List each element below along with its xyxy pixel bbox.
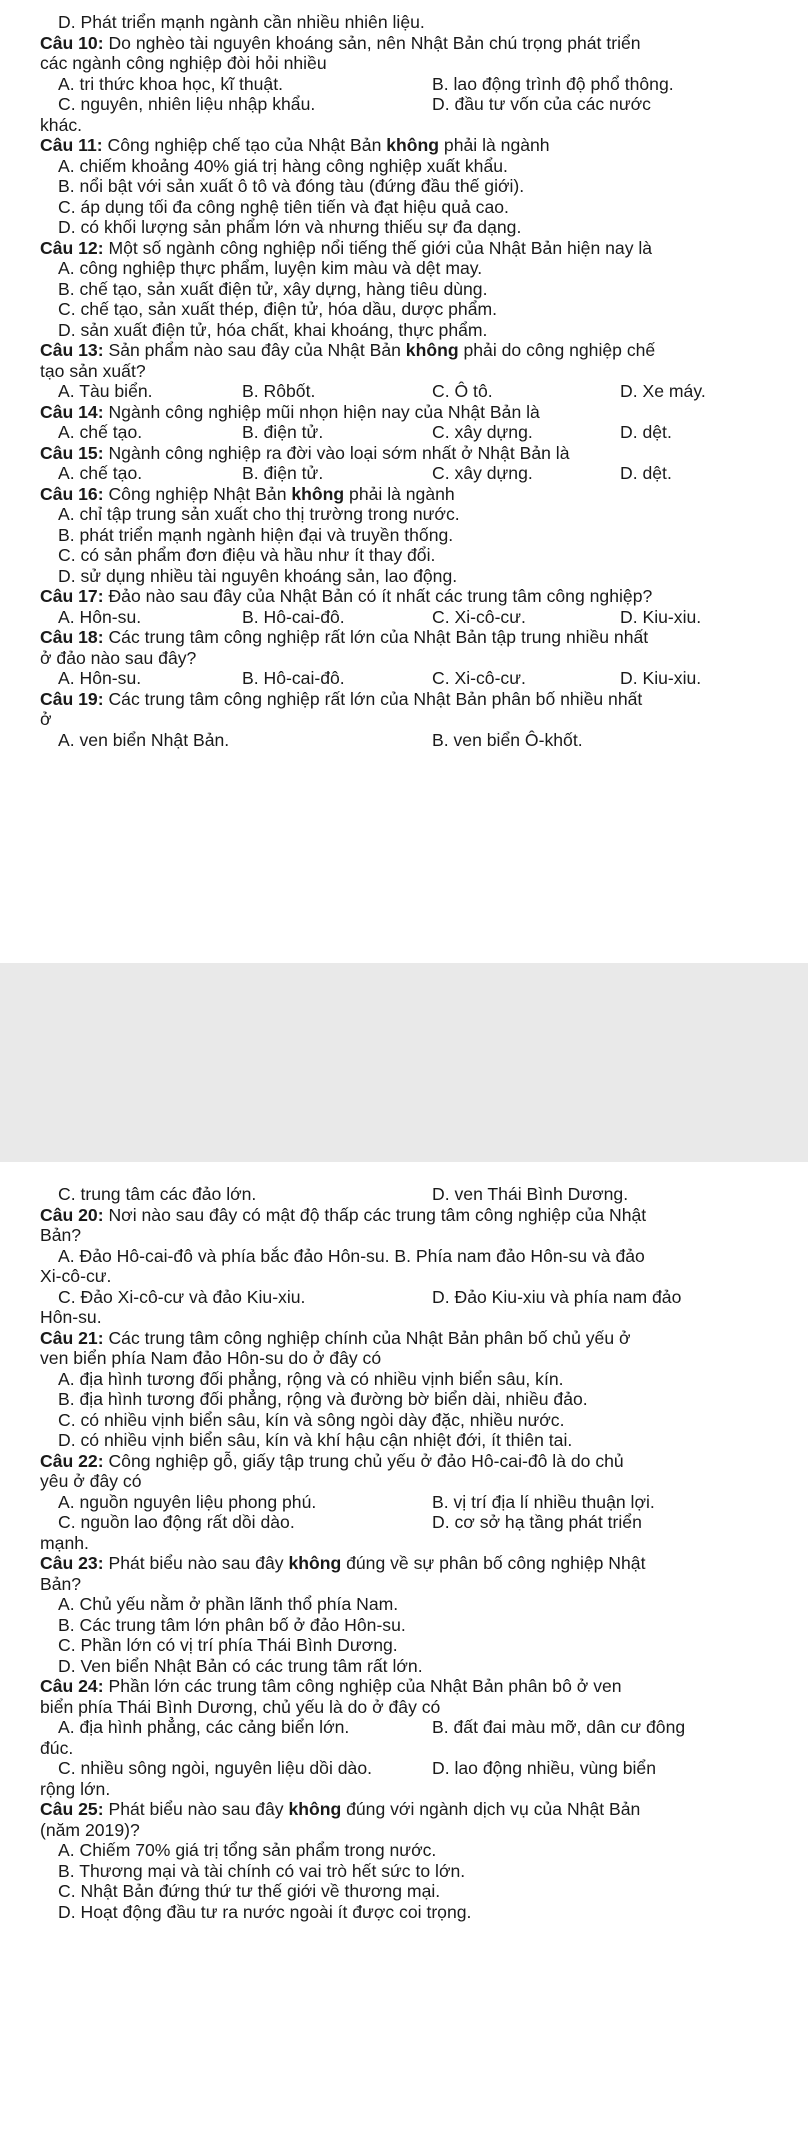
answer-option: C. nguyên, nhiên liệu nhập khẩu. (58, 94, 316, 114)
document-page-2 (0, 1162, 808, 2156)
answer-option: A. Tàu biển. (58, 381, 153, 401)
answer-option: C. Nhật Bản đứng thứ tư thế giới về thương mại. (58, 1881, 441, 1901)
answer-options-row (40, 1184, 770, 1205)
answer-option: C. xây dựng. (432, 422, 533, 442)
question-text: Nơi nào sau đây có mật độ thấp các trung tâm công nghiệp của Nhật (108, 1204, 647, 1225)
question-line (40, 627, 770, 648)
continuation-text: khác. (40, 114, 83, 135)
answer-options-row (40, 1287, 770, 1308)
answer-option-line (40, 1656, 770, 1677)
question-line (40, 1553, 770, 1574)
answer-option-line (40, 1246, 770, 1267)
answer-option: B. phát triển mạnh ngành hiện đại và truyền thống. (58, 524, 454, 545)
answer-option: D. Đảo Kiu-xiu và phía nam đảo (432, 1286, 682, 1307)
answer-option: A. Chủ yếu nằm ở phần lãnh thổ phía Nam. (58, 1594, 399, 1614)
answer-option: D. có khối lượng sản phẩm lớn và nhưng thiếu sự đa dạng. (58, 217, 522, 237)
answer-option: C. Phần lớn có vị trí phía Thái Bình Dương. (58, 1635, 398, 1655)
question-line (40, 1676, 770, 1697)
answer-options-row (40, 668, 770, 689)
answer-option: D. dệt. (620, 463, 672, 483)
answer-option-line (40, 1615, 770, 1636)
answer-option-line (40, 197, 770, 218)
question-line (40, 1328, 770, 1349)
continuation-text: Hôn-su. (40, 1307, 102, 1327)
answer-option: C. nguồn lao động rất dồi dào. (58, 1512, 295, 1532)
continuation-line (40, 1533, 770, 1554)
question-text: Công nghiệp Nhật Bản (108, 483, 292, 504)
question-line (40, 402, 770, 423)
answer-option: D. Kiu-xiu. (620, 606, 702, 627)
answer-option: C. có nhiều vịnh biển sâu, kín và sông ngòi dày đặc, nhiều nước. (58, 1409, 565, 1430)
question-text: Công nghiệp chế tạo của Nhật Bản (107, 135, 387, 155)
question-line (40, 238, 770, 259)
question-text: Công nghiệp gỗ, giấy tập trung chủ yếu ở đảo Hô-cai-đô là do chủ (108, 1450, 624, 1471)
answer-option-line (40, 1430, 770, 1451)
question-number: Câu 19: (40, 688, 104, 709)
answer-option: D. đầu tư vốn của các nước (432, 94, 651, 114)
answer-options-row (40, 1758, 770, 1779)
question-number: Câu 24: (40, 1676, 104, 1696)
answer-option: C. Đảo Xi-cô-cư và đảo Kiu-xiu. (58, 1286, 306, 1307)
continuation-line (40, 1574, 770, 1595)
continuation-text: Bản? (40, 1573, 82, 1594)
answer-option: B. Các trung tâm lớn phân bố ở đảo Hôn-su. (58, 1614, 406, 1635)
answer-option: A. tri thức khoa học, kĩ thuật. (58, 73, 283, 94)
answer-option: C. có sản phẩm đơn điệu và hầu như ít thay đổi. (58, 545, 436, 565)
answer-option: C. xây dựng. (432, 463, 533, 483)
continuation-text: Bản? (40, 1225, 82, 1245)
continuation-line (40, 1779, 770, 1800)
answer-option: A. chiếm khoảng 40% giá trị hàng công nghiệp xuất khẩu. (58, 155, 508, 176)
answer-option-line (40, 1861, 770, 1882)
answer-option: D. sản xuất điện tử, hóa chất, khai khoáng, thực phẩm. (58, 319, 488, 340)
answer-option: B. đất đai màu mỡ, dân cư đông (432, 1717, 686, 1737)
answer-option-line (40, 1840, 770, 1861)
continuation-text: Xi-cô-cư. (40, 1266, 112, 1286)
continuation-line (40, 361, 770, 382)
negation-emphasis: không (405, 340, 459, 360)
question-number: Câu 17: (40, 586, 104, 606)
question-text: phải là ngành (439, 135, 550, 155)
continuation-line (40, 115, 770, 136)
answer-option: B. điện tử. (242, 422, 324, 442)
answer-option: A. Hôn-su. (58, 668, 142, 688)
answer-option: A. chế tạo. (58, 422, 143, 442)
answer-option: A. địa hình phẳng, các cảng biển lớn. (58, 1717, 350, 1737)
question-number: Câu 14: (40, 401, 104, 422)
answer-option: D. Phát triển mạnh ngành cần nhiều nhiên liệu. (58, 12, 425, 32)
answer-option: B. Thương mại và tài chính có vai trò hết sức to lớn. (58, 1860, 466, 1881)
answer-option-line (40, 1389, 770, 1410)
continuation-text: ở (40, 709, 52, 729)
answer-option-line (40, 176, 770, 197)
answer-option: A. Chiếm 70% giá trị tổng sản phẩm trong nước. (58, 1840, 437, 1860)
question-text: Phần lớn các trung tâm công nghiệp của Nhật Bản phân bô ở ven (108, 1676, 622, 1696)
answer-option-line (40, 12, 770, 33)
answer-option: D. sử dụng nhiều tài nguyên khoáng sản, lao động. (58, 565, 458, 586)
answer-option: C. Xi-cô-cư. (432, 606, 526, 627)
answer-option: B. Hô-cai-đô. (242, 606, 345, 627)
question-number: Câu 13: (40, 340, 104, 360)
answer-option: D. dệt. (620, 422, 672, 442)
answer-option-line (40, 545, 770, 566)
continuation-line (40, 1471, 770, 1492)
answer-option-line (40, 156, 770, 177)
negation-emphasis: không (386, 135, 440, 155)
answer-option-line (40, 1369, 770, 1390)
question-text: Một số ngành công nghiệp nổi tiếng thế giới của Nhật Bản hiện nay là (108, 237, 653, 258)
answer-options-row (40, 381, 770, 402)
answer-option-line (40, 504, 770, 525)
answer-option-line (40, 1881, 770, 1902)
negation-emphasis: không (288, 1799, 342, 1819)
question-text: Phát biểu nào sau đây (108, 1799, 289, 1819)
question-text: Các trung tâm công nghiệp rất lớn của Nhật Bản tập trung nhiều nhất (108, 627, 649, 647)
answer-option: B. địa hình tương đối phẳng, rộng và đường bờ biển dài, nhiều đảo. (58, 1389, 588, 1409)
question-number: Câu 25: (40, 1799, 104, 1819)
question-line (40, 586, 770, 607)
answer-options-row (40, 74, 770, 95)
question-text: đúng về sự phân bố công nghiệp Nhật (341, 1553, 646, 1573)
question-number: Câu 15: (40, 442, 104, 463)
question-line (40, 1205, 770, 1226)
answer-options-row (40, 1512, 770, 1533)
negation-emphasis: không (291, 483, 345, 504)
answer-option: B. ven biển Ô-khốt. (432, 729, 583, 750)
answer-option: C. chế tạo, sản xuất thép, điện tử, hóa dầu, dược phẩm. (58, 299, 498, 319)
answer-options-row (40, 1717, 770, 1738)
continuation-text: (năm 2019)? (40, 1819, 140, 1840)
question-text: Phát biểu nào sau đây (108, 1553, 289, 1573)
continuation-line (40, 709, 770, 730)
document-page-1 (0, 0, 808, 963)
question-text: Các trung tâm công nghiệp rất lớn của Nhật Bản phân bố nhiều nhất (108, 688, 643, 709)
continuation-line (40, 1266, 770, 1287)
question-text: Sản phẩm nào sau đây của Nhật Bản (108, 340, 406, 360)
continuation-text: đúc. (40, 1737, 74, 1758)
page-2-content (40, 1184, 770, 1922)
question-number: Câu 20: (40, 1204, 104, 1225)
question-text: Do nghèo tài nguyên khoáng sản, nên Nhật Bản chú trọng phát triển (108, 32, 641, 53)
answer-option: D. ven Thái Bình Dương. (432, 1184, 629, 1204)
continuation-text: rộng lớn. (40, 1778, 111, 1799)
continuation-text: ở đảo nào sau đây? (40, 647, 197, 668)
answer-option: B. chế tạo, sản xuất điện tử, xây dựng, hàng tiêu dùng. (58, 278, 488, 299)
question-line (40, 1799, 770, 1820)
continuation-line (40, 1820, 770, 1841)
answer-option: B. Hô-cai-đô. (242, 668, 345, 688)
answer-options-row (40, 1492, 770, 1513)
continuation-line (40, 1225, 770, 1246)
continuation-line (40, 1348, 770, 1369)
continuation-line (40, 1738, 770, 1759)
answer-option: C. trung tâm các đảo lớn. (58, 1184, 257, 1204)
answer-options-row (40, 94, 770, 115)
question-line (40, 33, 770, 54)
answer-option: D. Xe máy. (620, 381, 706, 401)
answer-option: D. cơ sở hạ tầng phát triển (432, 1512, 642, 1532)
answer-options-row (40, 463, 770, 484)
continuation-line (40, 648, 770, 669)
answer-option-line (40, 1902, 770, 1923)
answer-option: A. nguồn nguyên liệu phong phú. (58, 1491, 317, 1512)
question-number: Câu 18: (40, 627, 104, 647)
question-line (40, 135, 770, 156)
question-text: Các trung tâm công nghiệp chính của Nhật Bản phân bố chủ yếu ở (108, 1327, 631, 1348)
answer-option-line (40, 1410, 770, 1431)
answer-option: A. địa hình tương đối phẳng, rộng và có nhiều vịnh biển sâu, kín. (58, 1368, 564, 1389)
question-number: Câu 12: (40, 237, 104, 258)
question-number: Câu 22: (40, 1450, 104, 1471)
question-line (40, 689, 770, 710)
question-text: Ngành công nghiệp ra đời vào loại sớm nhất ở Nhật Bản là (108, 442, 570, 463)
answer-option: D. Hoạt động đầu tư ra nước ngoài ít được coi trọng. (58, 1901, 472, 1922)
answer-option: D. lao động nhiều, vùng biển (432, 1758, 657, 1778)
answer-options-row (40, 422, 770, 443)
answer-option-line (40, 1594, 770, 1615)
answer-option-line (40, 320, 770, 341)
answer-option: C. Xi-cô-cư. (432, 668, 526, 688)
answer-option: C. Ô tô. (432, 381, 493, 401)
continuation-text: biển phía Thái Bình Dương, chủ yếu là do ở đây có (40, 1696, 441, 1717)
answer-option-line (40, 279, 770, 300)
question-number: Câu 10: (40, 32, 104, 53)
answer-option: B. vị trí địa lí nhiều thuận lợi. (432, 1491, 655, 1512)
continuation-text: tạo sản xuất? (40, 360, 146, 381)
page-gap (0, 963, 808, 1162)
answer-option-line (40, 217, 770, 238)
answer-option-line (40, 1635, 770, 1656)
continuation-line (40, 53, 770, 74)
continuation-text: các ngành công nghiệp đòi hỏi nhiều (40, 53, 327, 73)
question-text: phải do công nghiệp chế (458, 340, 656, 360)
answer-option-line (40, 299, 770, 320)
question-number: Câu 11: (40, 135, 103, 155)
answer-option: B. điện tử. (242, 463, 324, 483)
answer-option: C. nhiều sông ngòi, nguyên liệu dồi dào. (58, 1758, 372, 1778)
question-line (40, 1451, 770, 1472)
answer-option: A. chế tạo. (58, 463, 143, 483)
question-text: đúng với ngành dịch vụ của Nhật Bản (341, 1799, 641, 1819)
continuation-line (40, 1307, 770, 1328)
question-line (40, 443, 770, 464)
continuation-text: ven biển phía Nam đảo Hôn-su do ở đây có (40, 1348, 382, 1368)
question-text: Đảo nào sau đây của Nhật Bản có ít nhất các trung tâm công nghiệp? (108, 586, 653, 606)
answer-option: C. áp dụng tối đa công nghệ tiên tiến và đạt hiệu quả cao. (58, 196, 509, 217)
question-number: Câu 23: (40, 1553, 104, 1573)
negation-emphasis: không (288, 1553, 342, 1573)
question-number: Câu 16: (40, 483, 104, 504)
answer-options-row (40, 730, 770, 751)
answer-option: A. chỉ tập trung sản xuất cho thị trường trong nước. (58, 504, 460, 524)
answer-option: B. lao động trình độ phổ thông. (432, 73, 674, 94)
answer-option: D. Ven biển Nhật Bản có các trung tâm rất lớn. (58, 1655, 423, 1676)
answer-options-row (40, 607, 770, 628)
answer-option: B. nổi bật với sản xuất ô tô và đóng tàu (đứng đầu thế giới). (58, 176, 525, 196)
answer-option: A. ven biển Nhật Bản. (58, 729, 230, 750)
question-text: Ngành công nghiệp mũi nhọn hiện nay của Nhật Bản là (108, 401, 540, 422)
question-text: phải là ngành (344, 483, 455, 504)
answer-option: D. Kiu-xiu. (620, 668, 702, 688)
answer-option-line (40, 566, 770, 587)
question-line (40, 340, 770, 361)
page-1-content (40, 12, 770, 750)
answer-option: A. Hôn-su. (58, 606, 142, 627)
answer-option-line (40, 525, 770, 546)
answer-option: D. có nhiều vịnh biển sâu, kín và khí hậu cận nhiệt đới, ít thiên tai. (58, 1430, 573, 1450)
question-number: Câu 21: (40, 1327, 104, 1348)
continuation-text: mạnh. (40, 1532, 89, 1553)
continuation-text: yêu ở đây có (40, 1471, 142, 1491)
answer-option: B. Rôbốt. (242, 381, 316, 401)
answer-option-line (40, 258, 770, 279)
continuation-line (40, 1697, 770, 1718)
question-line (40, 484, 770, 505)
answer-option: A. công nghiệp thực phẩm, luyện kim màu và dệt may. (58, 258, 483, 278)
answer-option: A. Đảo Hô-cai-đô và phía bắc đảo Hôn-su. B. Phía nam đảo Hôn-su và đảo (58, 1245, 645, 1266)
